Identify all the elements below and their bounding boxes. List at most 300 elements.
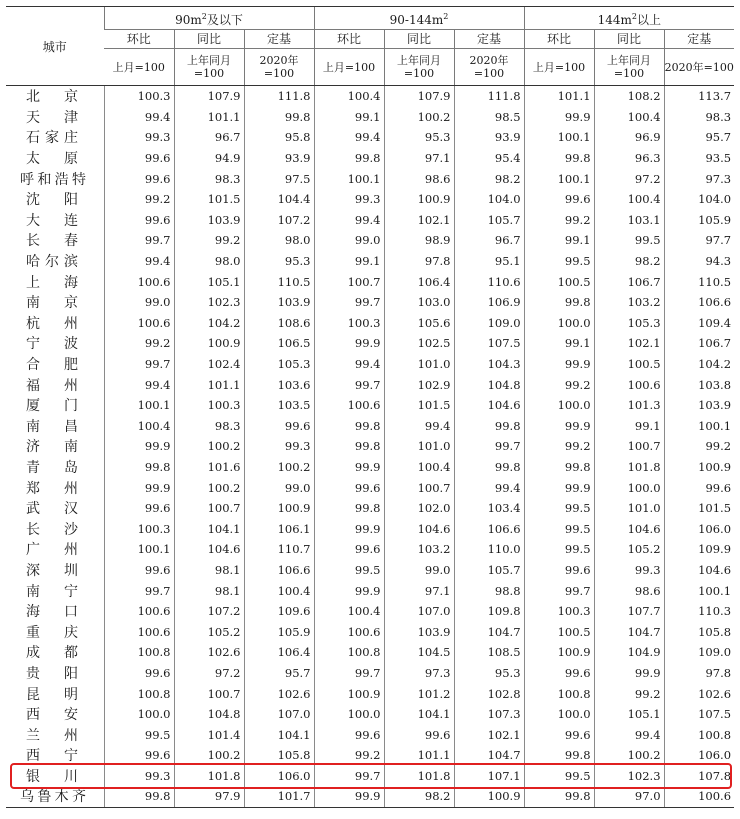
index-value-cell: 96.7 bbox=[454, 230, 524, 251]
index-value-cell: 100.6 bbox=[664, 786, 734, 807]
table-row bbox=[6, 251, 734, 272]
city-cell bbox=[6, 271, 104, 292]
index-value-cell: 99.2 bbox=[524, 210, 594, 231]
index-value-cell: 100.2 bbox=[594, 745, 664, 766]
city-name: 天津 bbox=[26, 109, 78, 126]
index-value-cell: 103.9 bbox=[174, 210, 244, 231]
city-name: 贵阳 bbox=[26, 665, 78, 682]
subheader-base: 定基 bbox=[664, 30, 734, 49]
index-value-cell: 97.2 bbox=[174, 663, 244, 684]
index-value-cell: 109.8 bbox=[454, 601, 524, 622]
city-cell bbox=[6, 127, 104, 148]
city-cell bbox=[6, 518, 104, 539]
index-value-cell: 105.8 bbox=[244, 745, 314, 766]
index-value-cell: 99.4 bbox=[314, 210, 384, 231]
city-cell bbox=[6, 416, 104, 437]
index-value-cell: 97.7 bbox=[664, 230, 734, 251]
index-value-cell: 106.5 bbox=[244, 333, 314, 354]
index-value-cell: 101.1 bbox=[174, 107, 244, 128]
index-value-cell: 108.2 bbox=[594, 86, 664, 107]
city-name: 西宁 bbox=[26, 748, 78, 765]
city-name: 广州 bbox=[26, 542, 78, 559]
city-cell bbox=[6, 436, 104, 457]
table-row bbox=[6, 189, 734, 210]
city-name: 北京 bbox=[26, 89, 78, 106]
index-value-cell: 101.8 bbox=[384, 766, 454, 787]
base-label-2020: 2020年=100 bbox=[454, 49, 524, 86]
index-value-cell: 101.3 bbox=[594, 395, 664, 416]
index-value-cell: 96.3 bbox=[594, 148, 664, 169]
index-value-cell: 111.8 bbox=[244, 86, 314, 107]
index-value-cell: 106.4 bbox=[244, 642, 314, 663]
index-value-cell: 106.7 bbox=[594, 271, 664, 292]
index-value-cell: 100.5 bbox=[524, 621, 594, 642]
index-value-cell: 102.1 bbox=[384, 210, 454, 231]
city-cell bbox=[6, 766, 104, 787]
index-value-cell: 100.7 bbox=[384, 477, 454, 498]
index-value-cell: 103.1 bbox=[594, 210, 664, 231]
index-value-cell: 102.1 bbox=[594, 333, 664, 354]
index-value-cell: 99.5 bbox=[524, 518, 594, 539]
index-value-cell: 104.6 bbox=[384, 518, 454, 539]
index-value-cell: 107.5 bbox=[664, 704, 734, 725]
index-value-cell: 100.6 bbox=[104, 621, 174, 642]
index-value-cell: 107.5 bbox=[454, 333, 524, 354]
index-value-cell: 99.7 bbox=[524, 580, 594, 601]
index-value-cell: 99.9 bbox=[314, 457, 384, 478]
price-index-table bbox=[6, 6, 734, 808]
city-cell bbox=[6, 663, 104, 684]
table-row bbox=[6, 766, 734, 787]
index-value-cell: 100.1 bbox=[104, 539, 174, 560]
index-value-cell: 98.2 bbox=[594, 251, 664, 272]
index-value-cell: 100.3 bbox=[104, 86, 174, 107]
index-value-cell: 100.1 bbox=[314, 168, 384, 189]
index-value-cell: 97.3 bbox=[384, 663, 454, 684]
index-value-cell: 106.6 bbox=[664, 292, 734, 313]
index-value-cell: 100.7 bbox=[174, 498, 244, 519]
index-value-cell: 99.6 bbox=[104, 148, 174, 169]
city-name: 重庆 bbox=[26, 624, 78, 641]
table-row bbox=[6, 333, 734, 354]
index-value-cell: 105.1 bbox=[594, 704, 664, 725]
table-row bbox=[6, 704, 734, 725]
index-value-cell: 102.3 bbox=[174, 292, 244, 313]
index-value-cell: 99.0 bbox=[314, 230, 384, 251]
subheader-yoy: 同比 bbox=[594, 30, 664, 49]
index-value-cell: 102.6 bbox=[664, 683, 734, 704]
index-value-cell: 99.9 bbox=[104, 436, 174, 457]
index-value-cell: 99.8 bbox=[454, 457, 524, 478]
table-row bbox=[6, 560, 734, 581]
base-label-2020: 2020年=100 bbox=[244, 49, 314, 86]
index-value-cell: 102.4 bbox=[174, 354, 244, 375]
index-value-cell: 101.8 bbox=[174, 766, 244, 787]
index-value-cell: 100.6 bbox=[314, 621, 384, 642]
index-value-cell: 99.9 bbox=[314, 786, 384, 807]
index-value-cell: 107.8 bbox=[664, 766, 734, 787]
index-value-cell: 99.7 bbox=[314, 663, 384, 684]
city-name: 西安 bbox=[26, 707, 78, 724]
table-row bbox=[6, 621, 734, 642]
group-header-medium: $90-144m^2$ bbox=[314, 7, 524, 30]
index-value-cell: 104.1 bbox=[384, 704, 454, 725]
index-value-cell: 109.6 bbox=[244, 601, 314, 622]
index-value-cell: 99.7 bbox=[314, 766, 384, 787]
index-value-cell: 99.6 bbox=[524, 724, 594, 745]
base-label-mom: 上月=100 bbox=[104, 49, 174, 86]
index-value-cell: 99.8 bbox=[524, 786, 594, 807]
index-value-cell: 100.2 bbox=[174, 477, 244, 498]
base-label-yoy: 上年同月=100 bbox=[594, 49, 664, 86]
index-value-cell: 99.7 bbox=[314, 292, 384, 313]
index-value-cell: 98.1 bbox=[174, 560, 244, 581]
index-value-cell: 100.0 bbox=[524, 704, 594, 725]
index-value-cell: 99.9 bbox=[314, 333, 384, 354]
index-value-cell: 97.5 bbox=[244, 168, 314, 189]
index-value-cell: 101.5 bbox=[174, 189, 244, 210]
index-value-cell: 98.6 bbox=[594, 580, 664, 601]
index-value-cell: 100.1 bbox=[104, 395, 174, 416]
index-value-cell: 95.1 bbox=[454, 251, 524, 272]
city-name: 南宁 bbox=[26, 583, 78, 600]
index-value-cell: 99.9 bbox=[104, 477, 174, 498]
index-value-cell: 104.3 bbox=[454, 354, 524, 375]
index-value-cell: 109.0 bbox=[454, 313, 524, 334]
index-value-cell: 100.6 bbox=[104, 271, 174, 292]
index-value-cell: 94.9 bbox=[174, 148, 244, 169]
index-value-cell: 107.9 bbox=[384, 86, 454, 107]
index-value-cell: 97.8 bbox=[664, 663, 734, 684]
index-value-cell: 95.3 bbox=[384, 127, 454, 148]
city-cell bbox=[6, 601, 104, 622]
index-value-cell: 104.6 bbox=[454, 395, 524, 416]
index-value-cell: 105.2 bbox=[594, 539, 664, 560]
index-value-cell: 100.0 bbox=[594, 477, 664, 498]
index-value-cell: 105.1 bbox=[174, 271, 244, 292]
table-row bbox=[6, 230, 734, 251]
table-header bbox=[6, 7, 734, 86]
index-value-cell: 99.8 bbox=[314, 148, 384, 169]
index-value-cell: 99.6 bbox=[524, 663, 594, 684]
city-name: 宁波 bbox=[26, 336, 78, 353]
base-label-yoy: 上年同月=100 bbox=[174, 49, 244, 86]
table-row bbox=[6, 374, 734, 395]
index-value-cell: 99.0 bbox=[244, 477, 314, 498]
city-cell bbox=[6, 745, 104, 766]
index-value-cell: 109.9 bbox=[664, 539, 734, 560]
city-cell bbox=[6, 189, 104, 210]
index-value-cell: 99.6 bbox=[524, 560, 594, 581]
index-value-cell: 99.6 bbox=[314, 477, 384, 498]
city-cell bbox=[6, 292, 104, 313]
index-value-cell: 99.7 bbox=[104, 230, 174, 251]
index-value-cell: 101.0 bbox=[384, 354, 454, 375]
index-value-cell: 105.9 bbox=[244, 621, 314, 642]
index-value-cell: 99.5 bbox=[524, 251, 594, 272]
index-value-cell: 104.1 bbox=[244, 724, 314, 745]
table-row bbox=[6, 313, 734, 334]
table-row bbox=[6, 210, 734, 231]
city-cell bbox=[6, 498, 104, 519]
index-value-cell: 93.5 bbox=[664, 148, 734, 169]
index-value-cell: 100.4 bbox=[104, 416, 174, 437]
city-cell bbox=[6, 621, 104, 642]
index-value-cell: 101.5 bbox=[664, 498, 734, 519]
index-value-cell: 102.1 bbox=[454, 724, 524, 745]
index-value-cell: 107.7 bbox=[594, 601, 664, 622]
city-name: 哈尔滨 bbox=[26, 254, 78, 271]
index-value-cell: 98.3 bbox=[174, 416, 244, 437]
city-cell bbox=[6, 683, 104, 704]
index-value-cell: 99.5 bbox=[314, 560, 384, 581]
city-cell bbox=[6, 313, 104, 334]
index-value-cell: 99.8 bbox=[104, 457, 174, 478]
index-value-cell: 100.8 bbox=[104, 642, 174, 663]
index-value-cell: 99.6 bbox=[104, 168, 174, 189]
index-value-cell: 99.6 bbox=[314, 539, 384, 560]
index-value-cell: 100.3 bbox=[314, 313, 384, 334]
index-value-cell: 99.9 bbox=[524, 477, 594, 498]
index-value-cell: 106.0 bbox=[664, 745, 734, 766]
index-value-cell: 99.8 bbox=[244, 107, 314, 128]
index-value-cell: 110.3 bbox=[664, 601, 734, 622]
subheader-mom: 环比 bbox=[524, 30, 594, 49]
index-value-cell: 99.6 bbox=[104, 560, 174, 581]
index-value-cell: 100.1 bbox=[664, 416, 734, 437]
city-name: 合肥 bbox=[26, 357, 78, 374]
city-name: 郑州 bbox=[26, 480, 78, 497]
index-value-cell: 99.0 bbox=[384, 560, 454, 581]
index-value-cell: 99.2 bbox=[524, 436, 594, 457]
city-cell bbox=[6, 642, 104, 663]
index-value-cell: 100.7 bbox=[314, 271, 384, 292]
group-header-large: $144m^2$以上 bbox=[524, 7, 734, 30]
index-value-cell: 104.7 bbox=[594, 621, 664, 642]
table-row bbox=[6, 127, 734, 148]
index-value-cell: 101.0 bbox=[594, 498, 664, 519]
index-value-cell: 97.1 bbox=[384, 148, 454, 169]
index-value-cell: 104.6 bbox=[594, 518, 664, 539]
table-row bbox=[6, 745, 734, 766]
index-value-cell: 99.3 bbox=[104, 766, 174, 787]
table-row bbox=[6, 518, 734, 539]
city-cell bbox=[6, 724, 104, 745]
index-value-cell: 105.9 bbox=[664, 210, 734, 231]
index-value-cell: 101.1 bbox=[174, 374, 244, 395]
index-value-cell: 107.3 bbox=[454, 704, 524, 725]
table-row bbox=[6, 107, 734, 128]
index-value-cell: 107.1 bbox=[454, 766, 524, 787]
table-row bbox=[6, 86, 734, 107]
index-value-cell: 106.7 bbox=[664, 333, 734, 354]
index-value-cell: 101.4 bbox=[174, 724, 244, 745]
index-value-cell: 100.9 bbox=[524, 642, 594, 663]
index-value-cell: 100.9 bbox=[314, 683, 384, 704]
index-value-cell: 100.4 bbox=[314, 601, 384, 622]
index-value-cell: 100.1 bbox=[524, 127, 594, 148]
index-value-cell: 100.6 bbox=[104, 601, 174, 622]
index-value-cell: 100.3 bbox=[104, 518, 174, 539]
index-value-cell: 102.3 bbox=[594, 766, 664, 787]
index-value-cell: 105.6 bbox=[384, 313, 454, 334]
index-value-cell: 99.1 bbox=[314, 251, 384, 272]
index-value-cell: 101.1 bbox=[524, 86, 594, 107]
index-value-cell: 101.0 bbox=[384, 436, 454, 457]
index-value-cell: 101.2 bbox=[384, 683, 454, 704]
city-cell bbox=[6, 704, 104, 725]
index-value-cell: 99.4 bbox=[384, 416, 454, 437]
subheader-base: 定基 bbox=[454, 30, 524, 49]
index-value-cell: 100.7 bbox=[174, 683, 244, 704]
index-value-cell: 99.7 bbox=[314, 374, 384, 395]
table-row bbox=[6, 148, 734, 169]
city-cell bbox=[6, 107, 104, 128]
index-value-cell: 110.7 bbox=[244, 539, 314, 560]
index-value-cell: 98.2 bbox=[384, 786, 454, 807]
base-label-yoy: 上年同月=100 bbox=[384, 49, 454, 86]
city-name: 大连 bbox=[26, 212, 78, 229]
base-label-mom: 上月=100 bbox=[524, 49, 594, 86]
index-value-cell: 99.5 bbox=[594, 230, 664, 251]
index-value-cell: 100.5 bbox=[524, 271, 594, 292]
index-value-cell: 101.7 bbox=[244, 786, 314, 807]
index-value-cell: 100.4 bbox=[244, 580, 314, 601]
table-row bbox=[6, 416, 734, 437]
index-value-cell: 103.4 bbox=[454, 498, 524, 519]
index-value-cell: 100.5 bbox=[594, 354, 664, 375]
index-value-cell: 95.7 bbox=[244, 663, 314, 684]
index-value-cell: 97.1 bbox=[384, 580, 454, 601]
index-value-cell: 99.1 bbox=[314, 107, 384, 128]
index-value-cell: 100.8 bbox=[524, 683, 594, 704]
index-value-cell: 99.4 bbox=[454, 477, 524, 498]
index-value-cell: 100.3 bbox=[524, 601, 594, 622]
index-value-cell: 100.2 bbox=[174, 436, 244, 457]
index-value-cell: 99.6 bbox=[104, 210, 174, 231]
index-value-cell: 104.2 bbox=[174, 313, 244, 334]
table-row bbox=[6, 539, 734, 560]
index-value-cell: 102.6 bbox=[174, 642, 244, 663]
city-cell bbox=[6, 374, 104, 395]
index-value-cell: 99.6 bbox=[104, 663, 174, 684]
index-value-cell: 101.5 bbox=[384, 395, 454, 416]
index-value-cell: 97.2 bbox=[594, 168, 664, 189]
table-row bbox=[6, 354, 734, 375]
index-value-cell: 104.0 bbox=[454, 189, 524, 210]
index-value-cell: 99.6 bbox=[314, 724, 384, 745]
index-value-cell: 106.0 bbox=[244, 766, 314, 787]
city-cell bbox=[6, 251, 104, 272]
index-value-cell: 105.7 bbox=[454, 560, 524, 581]
city-name: 海口 bbox=[26, 604, 78, 621]
city-name: 厦门 bbox=[26, 398, 78, 415]
index-value-cell: 106.6 bbox=[454, 518, 524, 539]
index-value-cell: 107.9 bbox=[174, 86, 244, 107]
index-value-cell: 99.5 bbox=[524, 539, 594, 560]
table-row bbox=[6, 436, 734, 457]
index-value-cell: 106.6 bbox=[244, 560, 314, 581]
index-value-cell: 99.3 bbox=[104, 127, 174, 148]
index-value-cell: 100.2 bbox=[384, 107, 454, 128]
table-row bbox=[6, 642, 734, 663]
index-value-cell: 99.6 bbox=[384, 724, 454, 745]
index-value-cell: 99.5 bbox=[524, 498, 594, 519]
index-value-cell: 99.5 bbox=[524, 766, 594, 787]
city-name: 济南 bbox=[26, 439, 78, 456]
table-row bbox=[6, 663, 734, 684]
index-value-cell: 99.3 bbox=[314, 189, 384, 210]
index-value-cell: 102.8 bbox=[454, 683, 524, 704]
index-value-cell: 98.9 bbox=[384, 230, 454, 251]
index-value-cell: 110.5 bbox=[244, 271, 314, 292]
index-value-cell: 109.0 bbox=[664, 642, 734, 663]
city-name: 长春 bbox=[26, 233, 78, 250]
index-value-cell: 102.5 bbox=[384, 333, 454, 354]
city-name: 兰州 bbox=[26, 727, 78, 744]
index-value-cell: 99.1 bbox=[524, 333, 594, 354]
index-value-cell: 105.8 bbox=[664, 621, 734, 642]
group-header-small: $90m^2$及以下 bbox=[104, 7, 314, 30]
index-value-cell: 106.1 bbox=[244, 518, 314, 539]
city-name: 青岛 bbox=[26, 459, 78, 476]
index-value-cell: 101.1 bbox=[384, 745, 454, 766]
table-row bbox=[6, 724, 734, 745]
index-value-cell: 113.7 bbox=[664, 86, 734, 107]
index-value-cell: 99.8 bbox=[524, 148, 594, 169]
index-value-cell: 97.8 bbox=[384, 251, 454, 272]
city-name: 深圳 bbox=[26, 562, 78, 579]
city-cell bbox=[6, 457, 104, 478]
table-row bbox=[6, 580, 734, 601]
index-value-cell: 104.9 bbox=[594, 642, 664, 663]
index-value-cell: 99.7 bbox=[104, 354, 174, 375]
index-value-cell: 103.2 bbox=[384, 539, 454, 560]
index-value-cell: 99.8 bbox=[524, 745, 594, 766]
index-value-cell: 107.2 bbox=[174, 601, 244, 622]
index-value-cell: 99.4 bbox=[314, 354, 384, 375]
index-value-cell: 99.2 bbox=[174, 230, 244, 251]
city-name: 昆明 bbox=[26, 686, 78, 703]
index-value-cell: 100.9 bbox=[384, 189, 454, 210]
base-label-2020: 2020年=100 bbox=[664, 49, 734, 86]
index-value-cell: 98.0 bbox=[174, 251, 244, 272]
index-value-cell: 100.6 bbox=[104, 313, 174, 334]
index-value-cell: 100.7 bbox=[594, 436, 664, 457]
city-cell bbox=[6, 333, 104, 354]
index-value-cell: 103.8 bbox=[664, 374, 734, 395]
city-cell bbox=[6, 210, 104, 231]
city-name: 南京 bbox=[26, 295, 78, 312]
index-value-cell: 104.6 bbox=[174, 539, 244, 560]
city-name: 上海 bbox=[26, 274, 78, 291]
index-value-cell: 99.2 bbox=[104, 333, 174, 354]
index-value-cell: 99.3 bbox=[244, 436, 314, 457]
index-value-cell: 100.0 bbox=[524, 313, 594, 334]
index-value-cell: 99.6 bbox=[664, 477, 734, 498]
index-value-cell: 95.7 bbox=[664, 127, 734, 148]
city-name: 长沙 bbox=[26, 521, 78, 538]
index-value-cell: 110.0 bbox=[454, 539, 524, 560]
city-cell bbox=[6, 539, 104, 560]
index-value-cell: 110.6 bbox=[454, 271, 524, 292]
table-row bbox=[6, 786, 734, 807]
index-value-cell: 99.6 bbox=[104, 498, 174, 519]
index-value-cell: 100.4 bbox=[594, 107, 664, 128]
index-value-cell: 99.2 bbox=[314, 745, 384, 766]
index-value-cell: 104.0 bbox=[664, 189, 734, 210]
index-value-cell: 98.3 bbox=[174, 168, 244, 189]
